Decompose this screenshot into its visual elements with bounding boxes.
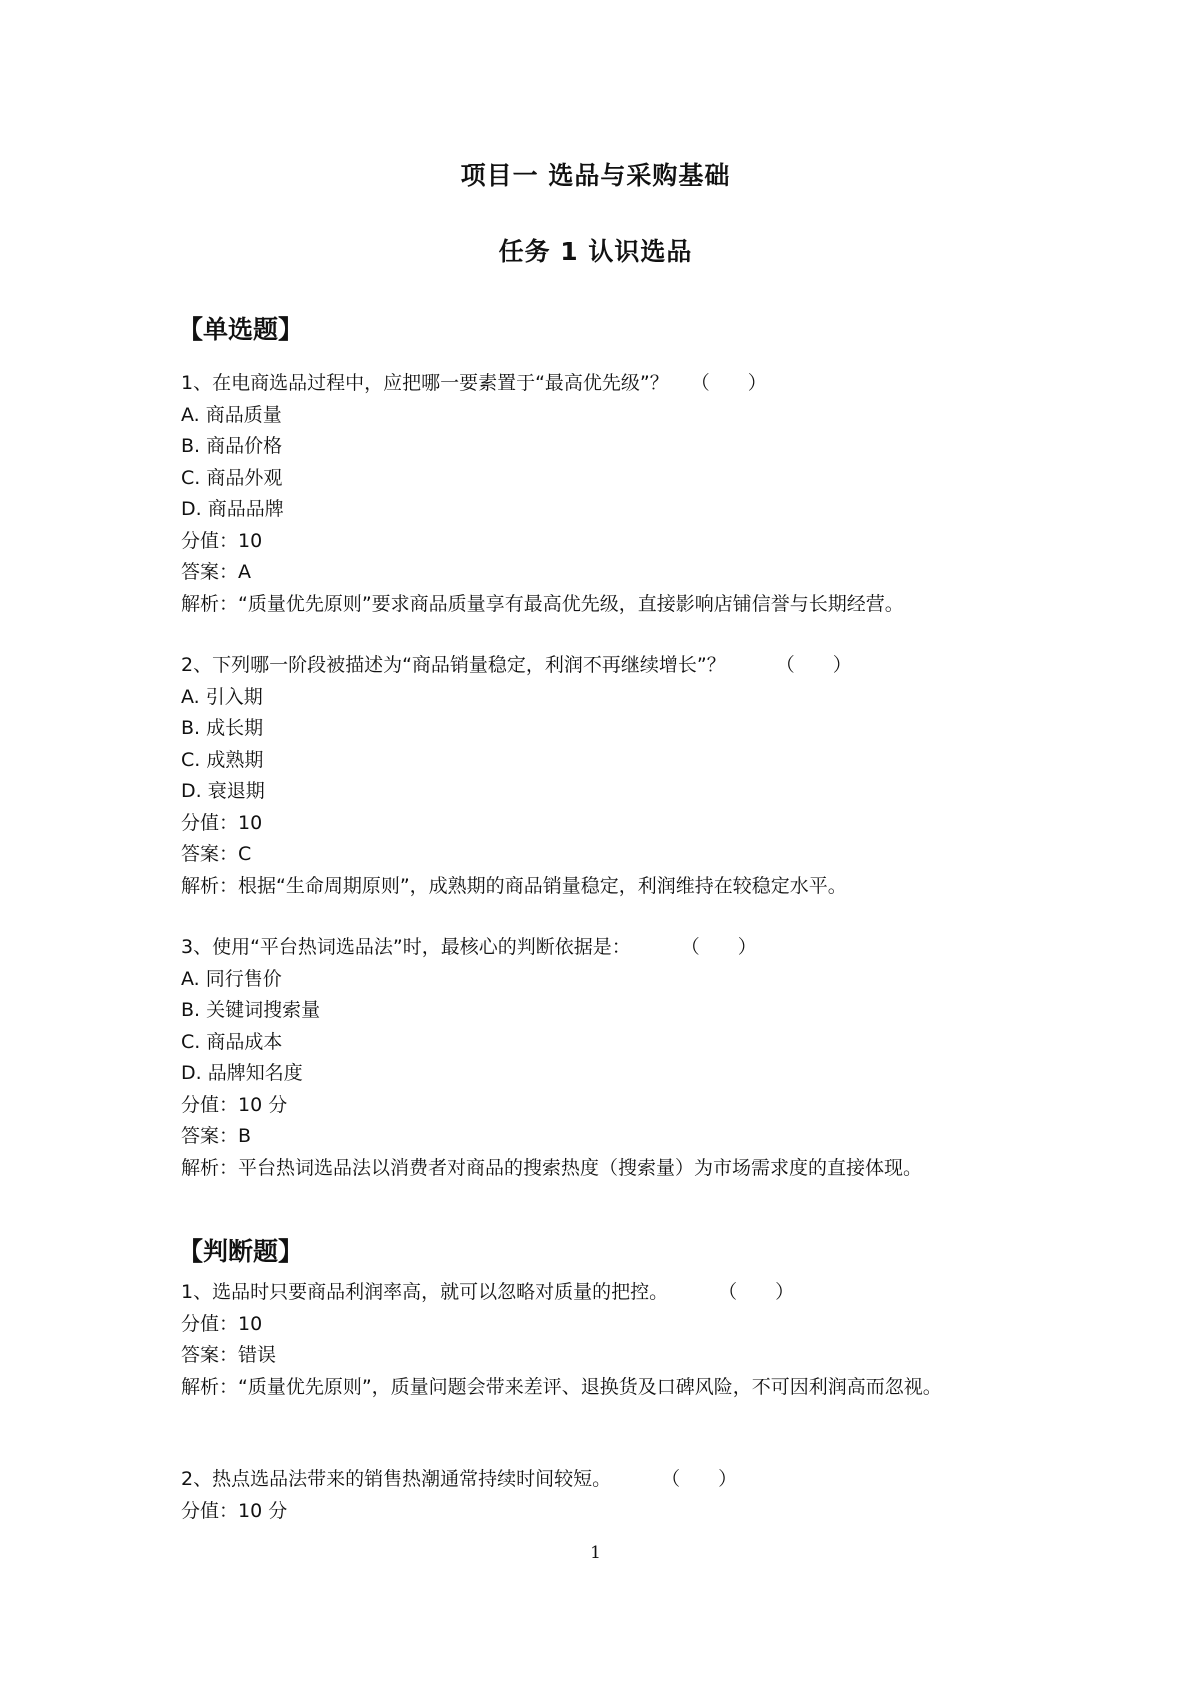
answer: 答案：A [181, 561, 251, 583]
option-b: B. 商品价格 [181, 435, 283, 457]
question-stem: 2、热点选品法带来的销售热潮通常持续时间较短。 （ ） [181, 1464, 1031, 1496]
answer-blank: （ ） [680, 936, 757, 958]
answer-blank: （ ） [661, 1468, 738, 1490]
answer-blank: （ ） [718, 1281, 795, 1303]
score: 分值：10 [181, 1312, 263, 1335]
analysis: 解析：“质量优先原则”要求商品质量享有最高优先级，直接影响店铺信誉与长期经营。 [181, 592, 904, 615]
score: 分值：10 分 [181, 1093, 288, 1116]
score: 分值：10 [181, 811, 263, 834]
page-number: 1 [590, 1543, 601, 1563]
question-stem: 1、在电商选品过程中，应把哪一要素置于“最高优先级”？ （ ） [181, 368, 1031, 400]
answer: 答案：B [181, 1125, 252, 1147]
option-c: C. 商品外观 [181, 466, 283, 489]
option-b: B. 成长期 [181, 717, 264, 739]
option-c: C. 成熟期 [181, 748, 264, 771]
section-heading-true-false: 【判断题】 [178, 1237, 304, 1266]
answer-blank: （ ） [690, 372, 767, 394]
single-choice-question-3 [181, 932, 1031, 1184]
option-c: C. 商品成本 [181, 1030, 283, 1053]
analysis: 解析：平台热词选品法以消费者对商品的搜索热度（搜索量）为市场需求度的直接体现。 [181, 1156, 923, 1179]
answer: 答案：错误 [181, 1344, 277, 1366]
true-false-question-1 [181, 1277, 1031, 1403]
score: 分值：10 [181, 529, 263, 552]
single-choice-question-2 [181, 650, 1031, 902]
option-d: D. 衰退期 [181, 780, 265, 802]
question-stem: 1、选品时只要商品利润率高，就可以忽略对质量的把控。 （ ） [181, 1277, 1031, 1309]
answer: 答案：C [181, 843, 252, 865]
project-title: 项目一 选品与采购基础 [460, 161, 731, 190]
question-stem: 2、下列哪一阶段被描述为“商品销量稳定，利润不再继续增长”？ （ ） [181, 650, 1031, 682]
single-choice-question-1 [181, 368, 1031, 620]
question-stem: 3、使用“平台热词选品法”时，最核心的判断依据是： （ ） [181, 932, 1031, 964]
analysis: 解析：根据“生命周期原则”，成熟期的商品销量稳定，利润维持在较稳定水平。 [181, 874, 847, 897]
analysis: 解析：“质量优先原则”，质量问题会带来差评、退换货及口碑风险，不可因利润高而忽视。 [181, 1375, 942, 1398]
answer-blank: （ ） [775, 654, 852, 676]
option-d: D. 商品品牌 [181, 498, 284, 520]
option-b: B. 关键词搜索量 [181, 999, 321, 1021]
option-a: A. 引入期 [181, 685, 263, 708]
option-a: A. 同行售价 [181, 967, 282, 990]
true-false-question-2 [181, 1464, 1031, 1527]
section-heading-single-choice: 【单选题】 [178, 315, 304, 344]
option-a: A. 商品质量 [181, 403, 282, 426]
option-d: D. 品牌知名度 [181, 1062, 303, 1084]
task-title: 任务 1 认识选品 [498, 237, 693, 266]
score: 分值：10 分 [181, 1499, 288, 1522]
